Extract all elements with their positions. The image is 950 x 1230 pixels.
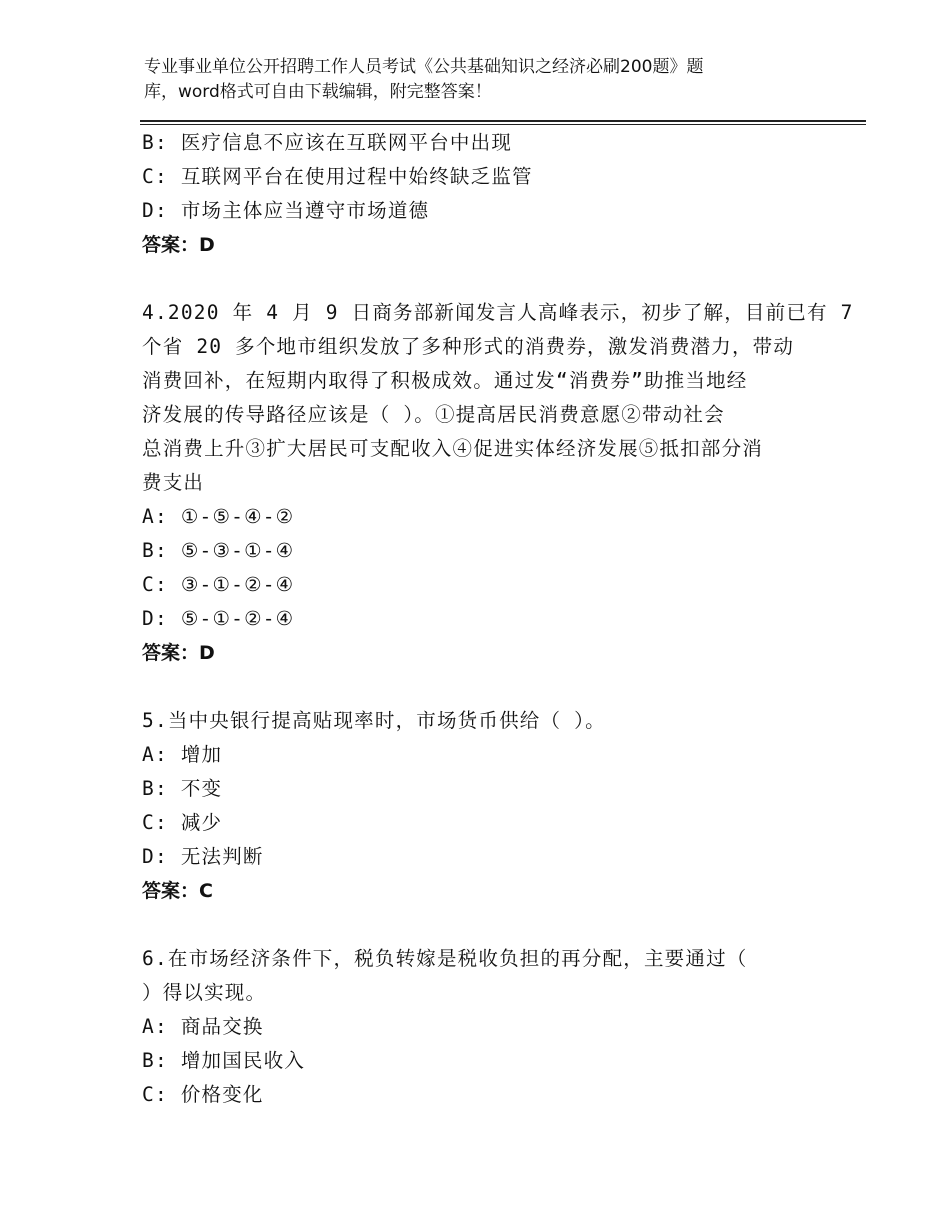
q4-answer: 答案：D xyxy=(142,642,215,664)
q4-option-d: D: ⑤-①-②-④ xyxy=(142,607,295,630)
q4-stem-line-4: 济发展的传导路径应该是（ ）。①提高居民消费意愿②带动社会 xyxy=(142,403,725,426)
document-header xyxy=(144,55,784,105)
q3-answer: 答案：D xyxy=(142,234,215,256)
q3-option-c: C: 互联网平台在使用过程中始终缺乏监管 xyxy=(142,165,533,188)
q4-stem-line-6: 费支出 xyxy=(142,471,205,494)
spacer xyxy=(142,670,832,704)
q5-answer: 答案：C xyxy=(142,880,213,902)
q6-stem-line-1: 6.在市场经济条件下，税负转嫁是税收负担的再分配，主要通过（ xyxy=(142,947,748,970)
q4-option-c: C: ③-①-②-④ xyxy=(142,573,295,596)
q5-option-d: D: 无法判断 xyxy=(142,845,264,868)
q4-stem-line-3: 消费回补，在短期内取得了积极成效。通过发“消费券”助推当地经 xyxy=(142,369,748,392)
spacer xyxy=(142,908,832,942)
q3-option-b: B: 医疗信息不应该在互联网平台中出现 xyxy=(142,131,513,154)
q4-option-a: A: ①-⑤-④-② xyxy=(142,505,295,528)
header-title-line-2: 库，word格式可自由下载编辑，附完整答案！ xyxy=(144,82,492,102)
q4-stem-line-2: 个省 20 多个地市组织发放了多种形式的消费券，激发消费潜力，带动 xyxy=(142,335,795,358)
q5-option-c: C: 减少 xyxy=(142,811,223,834)
q6-stem-line-2: ）得以实现。 xyxy=(142,981,267,1004)
q4-stem-line-1: 4.2020 年 4 月 9 日商务部新闻发言人高峰表示，初步了解，目前已有 7 xyxy=(142,301,854,324)
q5-option-b: B: 不变 xyxy=(142,777,223,800)
header-divider-thin xyxy=(140,124,866,125)
header-title-line-1: 专业事业单位公开招聘工作人员考试《公共基础知识之经济必刷200题》题 xyxy=(144,57,704,77)
header-divider xyxy=(140,120,866,122)
q6-option-b: B: 增加国民收入 xyxy=(142,1049,306,1072)
spacer xyxy=(142,262,832,296)
q6-option-c: C: 价格变化 xyxy=(142,1083,264,1106)
q6-option-a: A: 商品交换 xyxy=(142,1015,264,1038)
q4-option-b: B: ⑤-③-①-④ xyxy=(142,539,295,562)
q4-stem-line-5: 总消费上升③扩大居民可支配收入④促进实体经济发展⑤抵扣部分消 xyxy=(142,437,764,460)
q5-stem: 5.当中央银行提高贴现率时，市场货币供给（ ）。 xyxy=(142,709,606,732)
q3-option-d: D: 市场主体应当遵守市场道德 xyxy=(142,199,430,222)
question-list xyxy=(142,126,854,1112)
q5-option-a: A: 增加 xyxy=(142,743,223,766)
